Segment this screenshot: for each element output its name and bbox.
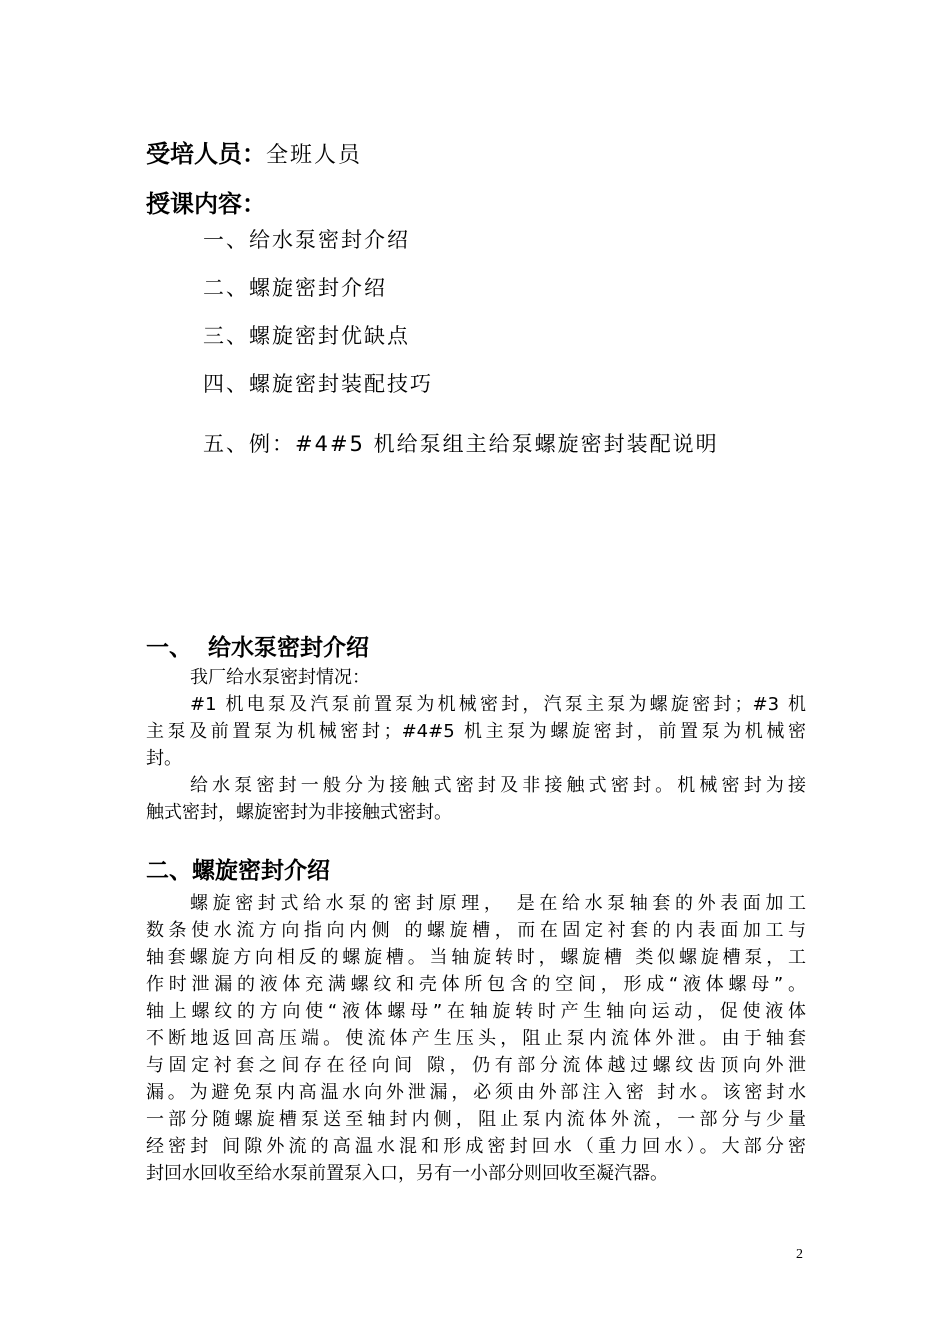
- toc-item: 二、螺旋密封介绍: [203, 276, 387, 300]
- content-label: 授课内容：: [146, 190, 266, 218]
- paragraph-line: 与固定衬套之间存在径向间 隙，仍有部分流体越过螺纹齿顶向外泄: [146, 1055, 806, 1076]
- paragraph-line: 封。: [146, 748, 182, 769]
- paragraph-line: 数条使水流方向指向内侧 的螺旋槽，而在固定衬套的内表面加工与: [146, 920, 806, 941]
- paragraph-line: 封回水回收至给水泵前置泵入口，另有一小部分则回收至凝汽器。: [146, 1163, 668, 1184]
- section-title: 螺旋密封介绍: [192, 858, 330, 884]
- toc-item: 一、给水泵密封介绍: [203, 228, 410, 252]
- paragraph-line: 我厂给水泵密封情况：: [190, 667, 370, 688]
- trainees-value: 全班人员: [266, 143, 363, 168]
- section-title: 给水泵密封介绍: [208, 635, 369, 661]
- paragraph-line: 经密封 间隙外流的高温水混和形成密封回水（重力回水）。大部分密: [146, 1136, 806, 1157]
- toc-item: 四、螺旋密封装配技巧: [203, 372, 433, 396]
- page-number: 2: [796, 1247, 803, 1262]
- paragraph-line: 触式密封，螺旋密封为非接触式密封。: [146, 802, 452, 823]
- section-heading: [146, 629, 369, 662]
- section-body: [146, 890, 806, 1187]
- toc-item: 三、螺旋密封优缺点: [203, 324, 410, 348]
- toc-item: 五、例：#4#5 机给泵组主给泵螺旋密封装配说明: [203, 432, 719, 456]
- paragraph-line: 不断地返回高压端。使流体产生压头，阻止泵内流体外泄。由于轴套: [146, 1028, 806, 1049]
- section-number: 二、: [146, 858, 192, 884]
- trainees-row: [146, 134, 362, 169]
- paragraph-line: 一部分随螺旋槽泵送至轴封内侧，阻止泵内流体外流，一部分与少量: [146, 1109, 806, 1130]
- paragraph-line: #1 机电泵及汽泵前置泵为机械密封，汽泵主泵为螺旋密封；#3 机: [190, 694, 806, 715]
- trainees-label: 受培人员：: [146, 140, 266, 168]
- paragraph-line: 给水泵密封一般分为接触式密封及非接触式密封。机械密封为接: [190, 775, 806, 796]
- paragraph-line: 主泵及前置泵为机械密封；#4#5 机主泵为螺旋密封，前置泵为机械密: [146, 721, 806, 742]
- paragraph-line: 作时泄漏的液体充满螺纹和壳体所包含的空间，形成“液体螺母”。: [146, 974, 806, 995]
- section-heading: [146, 852, 330, 885]
- paragraph-line: 漏。为避免泵内高温水向外泄漏，必须由外部注入密 封水。该密封水: [146, 1082, 806, 1103]
- paragraph-line: 螺旋密封式给水泵的密封原理， 是在给水泵轴套的外表面加工: [190, 893, 806, 914]
- section-body: [146, 664, 806, 826]
- section-number: 一、: [146, 635, 192, 661]
- paragraph-line: 轴上螺纹的方向使“液体螺母”在轴旋转时产生轴向运动，促使液体: [146, 1001, 806, 1022]
- paragraph-line: 轴套螺旋方向相反的螺旋槽。当轴旋转时，螺旋槽 类似螺旋槽泵，工: [146, 947, 806, 968]
